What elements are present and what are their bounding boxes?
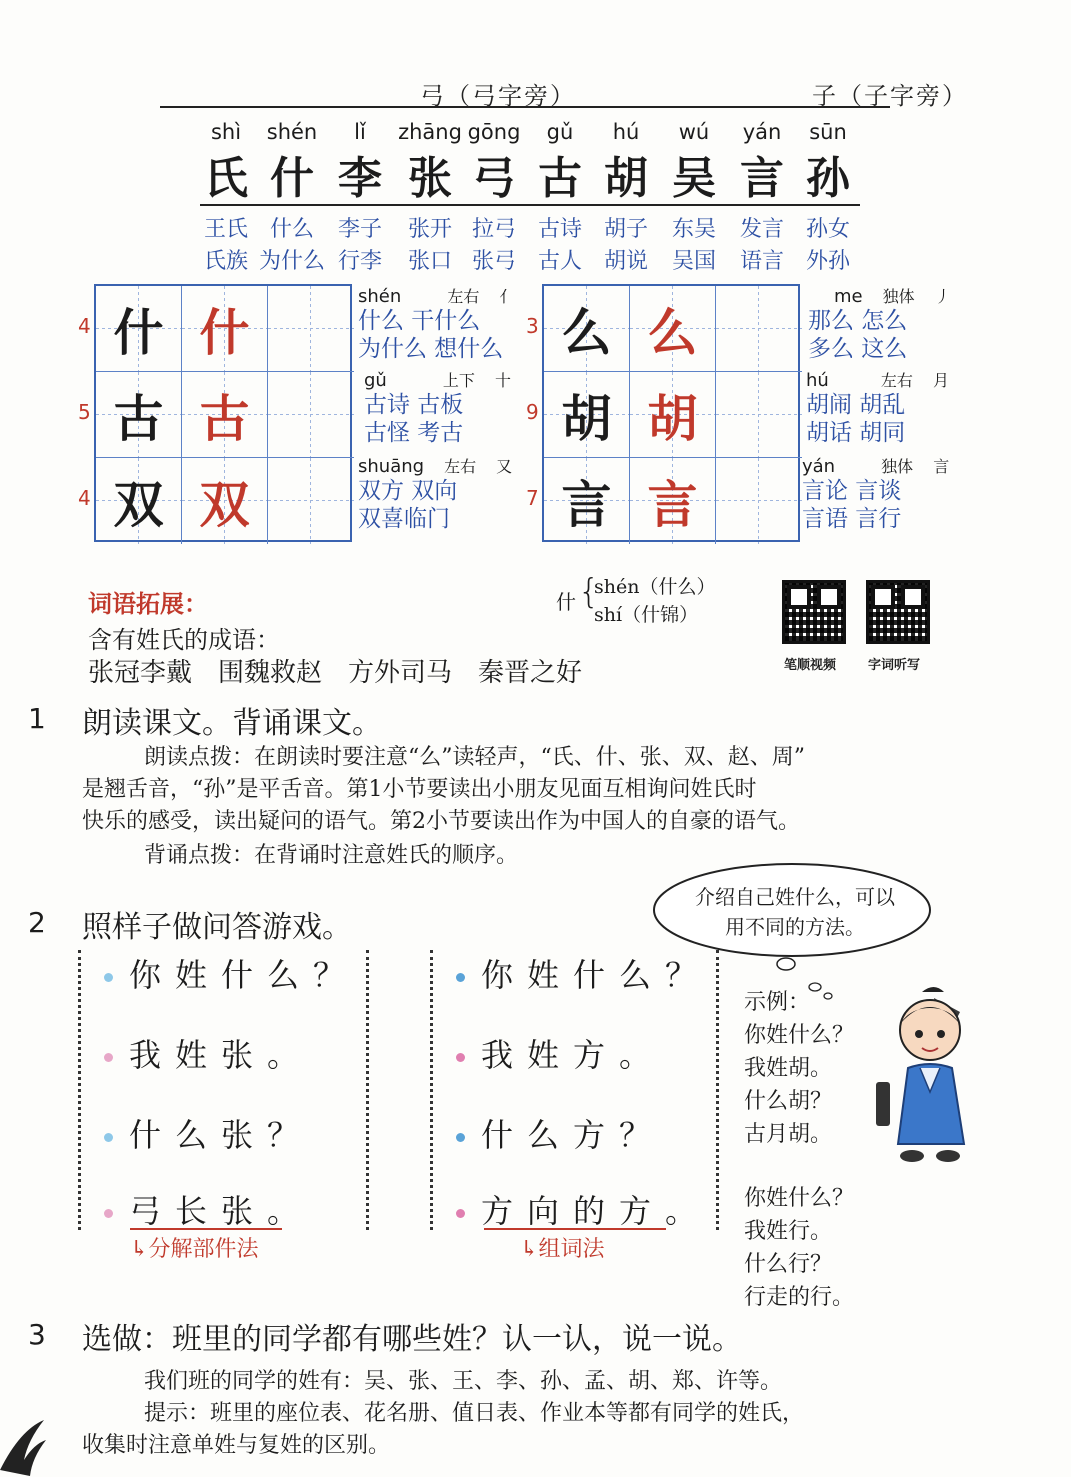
qa-text: 弓长张。 [129,1192,314,1230]
qa-text: 我姓方。 [481,1036,666,1074]
grid-model-char: 什 [96,286,182,372]
stroke-count: 4 [78,486,91,510]
info-radical: 言 [933,457,950,476]
info-words: 言论 言谈 [802,478,902,504]
dotted-divider [716,950,719,1230]
grid-blank-cell[interactable] [268,372,354,458]
eye [937,1030,945,1038]
grid-model-char: 言 [544,458,630,544]
pinyin: gōng [467,120,521,144]
stroke-count: 7 [526,486,539,510]
char-info-shuang [358,454,512,533]
grid-blank-cell[interactable] [716,286,802,372]
word: 外孙 [805,249,851,274]
character: 氏 [204,153,248,204]
bullet-icon [104,1133,113,1142]
example-line: 行走的行。 [744,1285,855,1310]
info-pinyin: me [834,286,863,307]
grid-model-char: 胡 [544,372,630,458]
example-line: 什么胡？ [744,1089,833,1114]
brush-decoration-icon [0,1410,50,1476]
example-label: 示例： [744,990,811,1015]
qa-line [104,1110,313,1156]
grid-model-char: 古 [96,372,182,458]
polyphone-reading-2: shí（什锦） [594,604,699,626]
qa-line [456,1186,711,1232]
grid-trace-char: 么 [630,286,716,372]
stroke-count: 3 [526,314,539,338]
example-line: 你姓什么？ [744,1023,855,1048]
info-words: 言语 言行 [802,506,902,532]
info-radical: 丿 [934,287,951,306]
character: 吴 [672,153,716,204]
grid-blank-cell[interactable] [716,458,802,544]
bullet-icon [104,1053,113,1062]
shoe [900,1150,924,1162]
info-pinyin: shén [358,286,402,307]
grid-trace-char: 双 [182,458,268,544]
char-info-yan [802,454,949,533]
stroke-count: 4 [78,314,91,338]
grid-model-char: 双 [96,458,182,544]
grid-blank-cell[interactable] [268,458,354,544]
header-rule [160,106,890,108]
paragraph: 快乐的感受，读出疑问的语气。第2小节要读出作为中国人的自豪的语气。 [82,809,800,834]
paragraph: 朗读点拨：在朗读时要注意“么”读轻声，“氏、什、张、双、赵、周” [144,745,805,770]
example-block [744,1182,854,1314]
grid-blank-cell[interactable] [268,286,354,372]
paragraph: 背诵点拨：在背诵时注意姓氏的顺序。 [144,843,519,868]
word: 东吴 [671,217,717,242]
character: 李 [338,153,382,204]
pinyin: sūn [809,120,847,144]
character: 弓 [472,153,516,204]
word: 为什么 [258,249,326,274]
char-rule [200,204,860,206]
polyphone-char: 什 [556,590,576,614]
pinyin: shì [210,120,242,144]
underline [130,1228,282,1230]
qa-text: 方向的方。 [481,1192,712,1230]
pinyin: yán [742,120,782,144]
expansion-title: 词语拓展： [88,589,208,618]
shoe [936,1150,960,1162]
paragraph: 我们班的同学的姓有：吴、张、王、李、孙、孟、胡、郑、许等。 [144,1369,783,1394]
word: 王氏 [203,217,249,242]
word: 孙女 [805,217,851,242]
info-pinyin: yán [802,456,836,477]
character: 张 [408,153,452,204]
bullet-icon [456,1209,465,1218]
pinyin: hú [612,120,640,144]
bullet-icon [456,1133,465,1142]
info-structure: 左右 [444,457,477,476]
info-structure: 独体 [881,457,914,476]
character: 什 [270,153,314,204]
dotted-divider [78,950,81,1230]
example-line: 古月胡。 [744,1122,833,1147]
word-row-2 [0,244,1071,272]
char-info-me [808,284,951,363]
bullet-icon [104,1209,113,1218]
info-pinyin: gǔ [364,370,387,391]
qa-text: 什么方？ [481,1116,666,1154]
info-structure: 左右 [447,287,480,306]
character: 古 [538,153,582,204]
character: 孙 [806,153,850,204]
word: 古人 [537,249,583,274]
section-number: 3 [28,1318,46,1351]
word: 胡子 [603,217,649,242]
character-row [0,142,1071,204]
example-line: 什么行？ [744,1252,833,1277]
word: 氏族 [203,249,249,274]
info-structure: 独体 [882,287,915,306]
pinyin: shén [266,120,318,144]
qa-text: 你姓什么？ [481,956,712,994]
section-title: 选做：班里的同学都有哪些姓？认一认，说一说。 [82,1322,742,1357]
grid-trace-char: 古 [182,372,268,458]
pinyin: wú [678,120,710,144]
word: 行李 [337,249,383,274]
word: 吴国 [671,249,717,274]
qa-text: 我姓张。 [129,1036,314,1074]
char-info-gu [364,368,511,447]
method-note: ↳组词法 [520,1237,605,1262]
info-words: 为什么 想什么 [358,336,504,362]
radical-label-zi: 子（子字旁） [812,82,968,110]
brace-icon: { [578,572,600,612]
pinyin: zhāng [398,120,462,144]
qa-line [456,1110,665,1156]
word: 古诗 [537,217,583,242]
word: 语言 [739,249,785,274]
info-words: 那么 怎么 [808,308,908,334]
bullet-icon [104,973,113,982]
example-line: 我姓胡。 [744,1056,833,1081]
grid-model-char: 么 [544,286,630,372]
word: 发言 [739,217,785,242]
hair-bun [922,987,944,992]
info-radical: 十 [494,371,511,390]
char-info-shen [358,284,515,363]
section-title: 朗读课文。背诵课文。 [82,706,382,741]
qa-line [456,1030,665,1076]
qa-text: 你姓什么？ [129,956,360,994]
qr-label-dictation: 字词听写 [868,658,921,673]
underline [484,1228,666,1230]
info-words: 古怪 考古 [364,420,464,446]
word: 胡说 [603,249,649,274]
example-block [744,986,854,1151]
grid-blank-cell[interactable] [716,372,802,458]
info-words: 双方 双向 [358,478,458,504]
expansion-subtitle: 含有姓氏的成语： [88,626,280,654]
paragraph: 提示：班里的座位表、花名册、值日表、作业本等都有同学的姓氏， [144,1401,805,1426]
writing-grid-left [94,284,352,542]
info-radical: 又 [496,457,513,476]
qr-label-stroke-video: 笔顺视频 [784,658,837,673]
info-words: 胡闹 胡乱 [806,392,906,418]
section-number: 1 [28,702,46,735]
pinyin: gǔ [546,120,574,144]
character: 胡 [604,153,648,204]
idiom-list: 张冠李戴 围魏救赵 方外司马 秦晋之好 [88,658,583,688]
info-words: 古诗 古板 [364,392,464,418]
info-pinyin: shuāng [358,456,425,477]
char-info-hu [806,368,949,447]
info-pinyin: hú [806,370,829,391]
polyphone-reading-1: shén（什么） [594,576,716,598]
info-words: 多么 这么 [808,336,908,362]
example-line: 你姓什么？ [744,1186,855,1211]
stroke-count: 9 [526,400,539,424]
method-note: ↳分解部件法 [130,1237,259,1262]
speech-bubble-text: 介绍自己姓什么，可以用不同的方法。 [695,885,895,939]
stroke-count: 5 [78,400,91,424]
dotted-divider [430,950,433,1230]
word: 张口 [407,249,453,274]
character: 言 [740,153,784,204]
word: 拉弓 [471,217,517,242]
grid-trace-char: 胡 [630,372,716,458]
grid-trace-char: 什 [182,286,268,372]
info-radical: 月 [932,371,949,390]
grid-trace-char: 言 [630,458,716,544]
bullet-icon [456,973,465,982]
info-words: 什么 干什么 [358,308,481,334]
writing-grid-right [542,284,800,542]
eye [915,1030,923,1038]
scholar-illustration [872,984,982,1174]
info-words: 双喜临门 [358,506,450,532]
info-words: 胡话 胡同 [806,420,906,446]
example-line: 我姓行。 [744,1219,833,1244]
book-scroll [876,1082,890,1126]
dotted-divider [366,950,369,1230]
method-note-text: 组词法 [538,1237,605,1262]
qr-code-icon[interactable] [782,580,846,644]
word: 李子 [337,217,383,242]
bullet-icon [456,1053,465,1062]
qa-line [104,1186,313,1232]
pinyin: lǐ [354,120,366,144]
method-note-text: 分解部件法 [148,1237,259,1262]
word: 什么 [269,217,315,242]
word-row-1 [0,212,1071,240]
word: 张开 [407,217,453,242]
paragraph: 是翘舌音，“孙”是平舌音。第1小节要读出小朋友见面互相询问姓氏时 [82,777,757,802]
qa-line [104,1030,313,1076]
section-number: 2 [28,906,46,939]
qa-line [456,950,711,996]
qr-code-icon[interactable] [866,580,930,644]
info-structure: 左右 [880,371,913,390]
radical-label-gong: 弓（弓字旁） [420,82,576,110]
qa-line [104,950,359,996]
word: 张弓 [471,249,517,274]
info-radical: 亻 [499,287,516,306]
info-structure: 上下 [442,371,475,390]
paragraph: 收集时注意单姓与复姓的区别。 [82,1433,391,1458]
section-title: 照样子做问答游戏。 [82,910,352,945]
qa-text: 什么张？ [129,1116,314,1154]
